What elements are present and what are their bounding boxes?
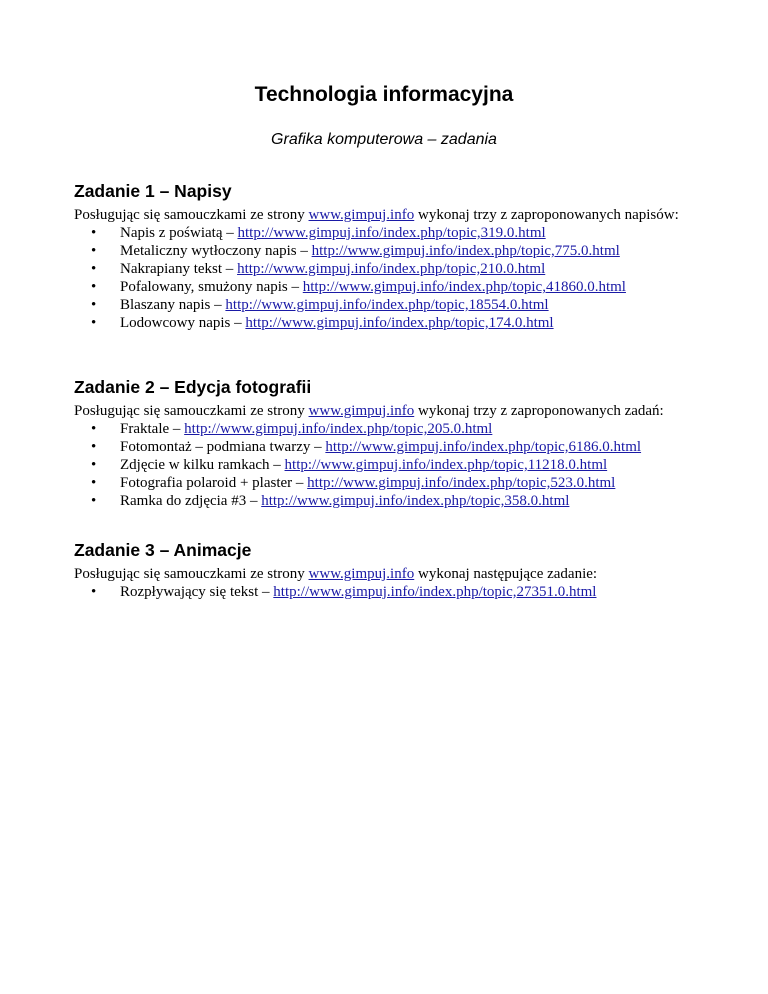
- bullet-icon: •: [91, 584, 97, 600]
- section-intro: [74, 206, 704, 224]
- bullet-icon: •: [91, 493, 97, 509]
- task-label: Zdjęcie w kilku ramkach –: [120, 457, 285, 473]
- gimpuj-home-link[interactable]: www.gimpuj.info: [308, 566, 415, 582]
- section-intro: [74, 565, 704, 583]
- intro-text: Posługując się samouczkami ze strony: [74, 403, 309, 419]
- bullet-icon: •: [91, 421, 97, 437]
- bullet-icon: •: [91, 279, 97, 295]
- list-item: [74, 438, 704, 456]
- task-label: Napis z poświatą –: [120, 225, 238, 241]
- list-item: [74, 492, 704, 510]
- task-label: Rozpływający się tekst –: [120, 584, 274, 600]
- tutorial-link[interactable]: http://www.gimpuj.info/index.php/topic,6186.0.html: [325, 439, 642, 455]
- intro-text: wykonaj trzy z zaproponowanych napisów:: [414, 207, 679, 223]
- bullet-icon: •: [91, 457, 97, 473]
- tutorial-link[interactable]: http://www.gimpuj.info/index.php/topic,523.0.html: [307, 475, 616, 491]
- task-label: Fraktale –: [120, 421, 185, 437]
- tutorial-link[interactable]: http://www.gimpuj.info/index.php/topic,174.0.html: [245, 315, 554, 331]
- intro-text: wykonaj trzy z zaproponowanych zadań:: [414, 403, 664, 419]
- tutorial-link[interactable]: http://www.gimpuj.info/index.php/topic,358.0.html: [261, 493, 570, 509]
- intro-text: wykonaj następujące zadanie:: [414, 566, 598, 582]
- bullet-icon: •: [91, 243, 97, 259]
- page-title: Technologia informacyjna: [254, 83, 514, 106]
- tutorial-link[interactable]: http://www.gimpuj.info/index.php/topic,319.0.html: [237, 225, 546, 241]
- tutorial-link[interactable]: http://www.gimpuj.info/index.php/topic,11218.0.html: [284, 457, 608, 473]
- task-label: Ramka do zdjęcia #3 –: [120, 493, 262, 509]
- list-item: [74, 456, 704, 474]
- bullet-icon: •: [91, 475, 97, 491]
- tutorial-link[interactable]: http://www.gimpuj.info/index.php/topic,41860.0.html: [302, 279, 626, 295]
- section-intro: [74, 402, 704, 420]
- gimpuj-home-link[interactable]: www.gimpuj.info: [308, 207, 415, 223]
- section-heading: Zadanie 1 – Napisy: [74, 181, 232, 201]
- list-item: [74, 224, 704, 242]
- tutorial-link[interactable]: http://www.gimpuj.info/index.php/topic,27351.0.html: [273, 584, 597, 600]
- section-edycja-fotografii: [74, 376, 704, 510]
- task-label: Blaszany napis –: [120, 297, 226, 313]
- gimpuj-home-link[interactable]: www.gimpuj.info: [308, 403, 415, 419]
- tutorial-link[interactable]: http://www.gimpuj.info/index.php/topic,18554.0.html: [225, 297, 549, 313]
- section-napisy: [74, 180, 704, 332]
- task-label: Nakrapiany tekst –: [120, 261, 238, 277]
- task-label: Fotomontaż – podmiana twarzy –: [120, 439, 326, 455]
- list-item: [74, 278, 704, 296]
- bullet-icon: •: [91, 315, 97, 331]
- bullet-icon: •: [91, 439, 97, 455]
- section-heading: Zadanie 2 – Edycja fotografii: [74, 377, 312, 397]
- list-item: [74, 260, 704, 278]
- tutorial-link[interactable]: http://www.gimpuj.info/index.php/topic,775.0.html: [311, 243, 620, 259]
- bullet-icon: •: [91, 297, 97, 313]
- section-animacje: [74, 539, 704, 601]
- list-item: [74, 242, 704, 260]
- task-label: Pofalowany, smużony napis –: [120, 279, 303, 295]
- task-label: Lodowcowy napis –: [120, 315, 246, 331]
- list-item: [74, 474, 704, 492]
- intro-text: Posługując się samouczkami ze strony: [74, 566, 309, 582]
- section-heading: Zadanie 3 – Animacje: [74, 540, 252, 560]
- task-list: [74, 224, 704, 332]
- task-list: [74, 420, 704, 510]
- list-item: [74, 583, 704, 601]
- list-item: [74, 314, 704, 332]
- task-label: Metaliczny wytłoczony napis –: [120, 243, 312, 259]
- tutorial-link[interactable]: http://www.gimpuj.info/index.php/topic,205.0.html: [184, 421, 493, 437]
- task-list: [74, 583, 704, 601]
- list-item: [74, 296, 704, 314]
- tutorial-link[interactable]: http://www.gimpuj.info/index.php/topic,210.0.html: [237, 261, 546, 277]
- bullet-icon: •: [91, 261, 97, 277]
- intro-text: Posługując się samouczkami ze strony: [74, 207, 309, 223]
- task-label: Fotografia polaroid + plaster –: [120, 475, 308, 491]
- bullet-icon: •: [91, 225, 97, 241]
- page-subtitle: Grafika komputerowa – zadania: [271, 131, 497, 148]
- list-item: [74, 420, 704, 438]
